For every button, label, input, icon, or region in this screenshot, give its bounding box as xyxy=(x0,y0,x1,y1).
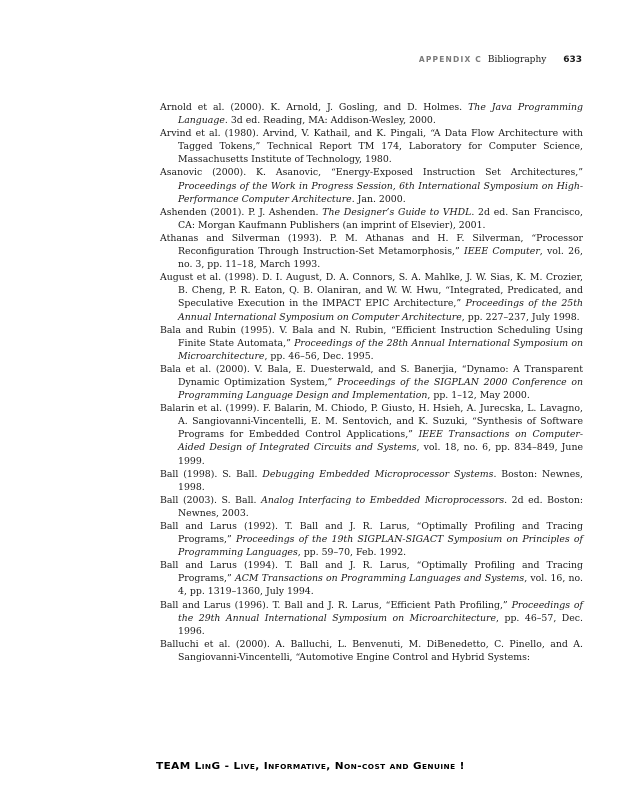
bibliography-entry: Ball (2003). S. Ball. Analog Interfacing to Embedded Microprocessors. 2d ed. Boston: Newnes, 2003. xyxy=(160,494,584,519)
bibliography-entry: Arvind et al. (1980). Arvind, V. Kathail, and K. Pingali, “A Data Flow Architecture with Tagged Tokens,” Technical Report TM 174, Laboratory for Computer Science, Massachusetts Institute of Technology, 1980. xyxy=(160,128,583,166)
bibliography-entry: Balluchi et al. (2000). A. Balluchi, L. Benvenuti, M. DiBenedetto, C. Pinello, and A. Sangiovanni-Vincentelli, “Automotive Engine Control and Hybrid Systems: xyxy=(160,638,583,663)
bibliography-entry: Ball and Larus (1996). T. Ball and J. R. Larus, “Efficient Path Profiling,” Proceedings of the 29th Annual International Symposium on Microarchitecture, pp. 46–57, Dec. 1996. xyxy=(160,599,583,637)
bibliography-entry: Ball (1998). S. Ball. Debugging Embedded Microprocessor Systems. Boston: Newnes, 1998. xyxy=(160,468,583,493)
header-section-title: Bibliography xyxy=(487,55,547,65)
page-number: 633 xyxy=(563,55,582,65)
bibliography-entry: Ball and Larus (1992). T. Ball and J. R. Larus, “Optimally Profiling and Tracing Programs,” Proceedings of the 19th SIGPLAN-SIGACT Symposium on Principles of Programming Languages, pp. 59–70, Feb. 1992. xyxy=(160,521,583,559)
bibliography-entry: Balarin et al. (1999). F. Balarin, M. Chiodo, P. Giusto, H. Hsieh, A. Jurecska, L. Lavagno, A. Sangiovanni-Vincentelli, E. M. Sentovich, and K. Suzuki, “Synthesis of Software Programs for Embedded Control Applications,” IEEE Transactions on Computer-Aided Design of Integrated Circuits and Systems, vol. 18, no. 6, pp. 834–849, June 1999. xyxy=(160,403,583,467)
header-appendix: APPENDIX C xyxy=(418,55,482,64)
running-header xyxy=(160,54,582,66)
bibliography-list xyxy=(160,101,583,664)
bibliography-entry: Bala and Rubin (1995). V. Bala and N. Rubin, “Efficient Instruction Scheduling Using Finite State Automata,” Proceedings of the 28th Annual International Symposium on Microarchitecture, pp. 46–56, Dec. 1995. xyxy=(160,324,583,362)
bibliography-entry: August et al. (1998). D. I. August, D. A. Connors, S. A. Mahlke, J. W. Sias, K. M. Crozier, B. Cheng, P. R. Eaton, Q. B. Olaniran, and W. W. Hwu, “Integrated, Predicated, and Speculative Execution in the IMPACT EPIC Architecture,” Proceedings of the 25th Annual International Symposium on Computer Architecture, pp. 227–237, July 1998. xyxy=(160,272,583,323)
bibliography-entry: Asanovic (2000). K. Asanovic, “Energy-Exposed Instruction Set Architectures,” Proceedings of the Work in Progress Session, 6th International Symposium on High-Performance Computer Architecture. Jan. 2000. xyxy=(160,167,583,205)
bibliography-entry: Athanas and Silverman (1993). P. M. Athanas and H. F. Silverman, “Processor Reconfiguration Through Instruction-Set Metamorphosis,” IEEE Computer, vol. 26, no. 3, pp. 11–18, March 1993. xyxy=(160,232,583,271)
bibliography-entry: Bala et al. (2000). V. Bala, E. Duesterwald, and S. Banerjia, “Dynamo: A Transparent Dynamic Optimization System,” Proceedings of the SIGPLAN 2000 Conference on Programming Language Design and Implementation, pp. 1–12, May 2000. xyxy=(160,363,583,402)
bibliography-entry: Arnold et al. (2000). K. Arnold, J. Gosling, and D. Holmes. The Java Programming Language. 3d ed. Reading, MA: Addison-Wesley, 2000. xyxy=(160,102,583,127)
bibliography-entry: Ball and Larus (1994). T. Ball and J. R. Larus, “Optimally Profiling and Tracing Programs,” ACM Transactions on Programming Languages and Systems, vol. 16, no. 4, pp. 1319–1360, July 1994. xyxy=(160,560,583,598)
bibliography-entry: Ashenden (2001). P. J. Ashenden. The Designer’s Guide to VHDL. 2d ed. San Francisco, CA: Morgan Kaufmann Publishers (an imprint of Elsevier), 2001. xyxy=(160,206,583,231)
footer-watermark-text: TEAM LinG - Live, Informative, Non-cost and Genuine ! xyxy=(156,761,465,772)
